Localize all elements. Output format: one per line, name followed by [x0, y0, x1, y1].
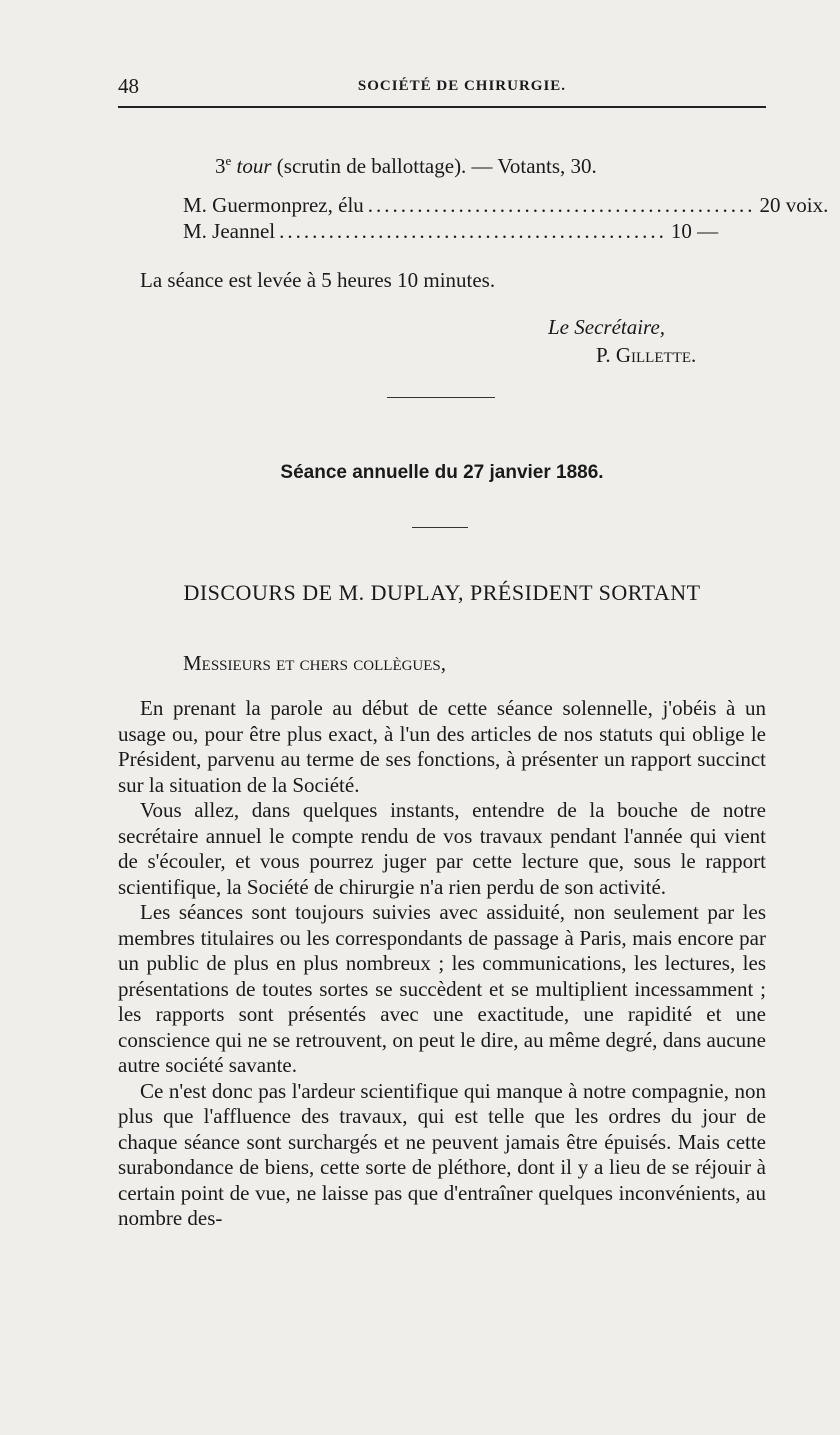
page-header [118, 74, 766, 98]
section-divider [412, 527, 468, 528]
leader-dots: ............................................... [279, 219, 667, 243]
ballot-round-number: 3 [215, 154, 226, 178]
session-title: Séance annuelle du 27 janvier 1886. [280, 462, 604, 483]
paragraph: Ce n'est donc pas l'ardeur scientifique qui manque à notre compagnie, non plus que l'affluence des travaux, qui est telle que les ordres du jour de chaque séance sont surchargés et ne peuvent jamais être épuisés. Mais cette surabondance de biens, cette sorte de pléthore, dont il y a lieu de se réjouir à certain point de vue, ne laisse pas que d'entraîner quelques inconvénients, au nombre des- [118, 1078, 766, 1230]
section-divider [387, 397, 495, 398]
paragraph: Les séances sont toujours suivies avec assiduité, non seulement par les membres titulaires ou les correspondants de passage à Paris, mais encore par un public de plus en plus nombreux ; les communications, les lectures, les présentations de toutes sortes se succèdent et se multiplient incessamment ; les rapports sont présentés avec une exactitude, une rapidité et une conscience qui ne se retrouvent, on peut le dire, au même degré, dans aucune autre société savante. [118, 900, 766, 1077]
leader-dots: ............................................... [367, 193, 756, 217]
speech-title: DISCOURS DE M. DUPLAY, PRÉSIDENT SORTANT [183, 580, 701, 605]
vote-count: 10 — [670, 219, 719, 243]
page-number: 48 [118, 74, 139, 98]
vote-count: 20 voix. [759, 193, 829, 217]
ballot-heading-rest: (scrutin de ballottage). — Votants, 30. [276, 154, 597, 178]
candidate-name: M. Guermonprez, élu [183, 193, 364, 217]
secretary-title: Le Secrétaire, [548, 315, 666, 339]
paragraph: En prenant la parole au début de cette séance solennelle, j'obéis à un usage ou, pour être plus exact, à l'un des articles de nos statuts qui oblige le Président, parvenu au terme de ses fonctions, à présenter un rapport succinct sur la situation de la Société. [118, 696, 766, 797]
ballot-heading [215, 149, 597, 178]
ballot-round-sup: e [225, 153, 232, 168]
secretary-name: P. Gillette. [596, 343, 697, 367]
candidate-name: M. Jeannel [183, 219, 276, 243]
vote-row [183, 193, 829, 217]
speech-body [118, 696, 766, 1232]
vote-row [183, 219, 719, 243]
header-rule [118, 106, 766, 108]
closing-statement: La séance est levée à 5 heures 10 minutes. [140, 268, 496, 292]
running-head: SOCIÉTÉ DE CHIRURGIE. [357, 78, 567, 94]
ballot-round-word: tour [236, 154, 272, 178]
salutation: Messieurs et chers collègues, [183, 651, 447, 675]
paragraph: Vous allez, dans quelques instants, entendre de la bouche de notre secrétaire annuel le compte rendu de vos travaux pendant l'année qui vient de s'écouler, et vous pourrez juger par cette lecture que, sous le rapport scientifique, la Société de chirurgie n'a rien perdu de son activité. [118, 798, 766, 899]
